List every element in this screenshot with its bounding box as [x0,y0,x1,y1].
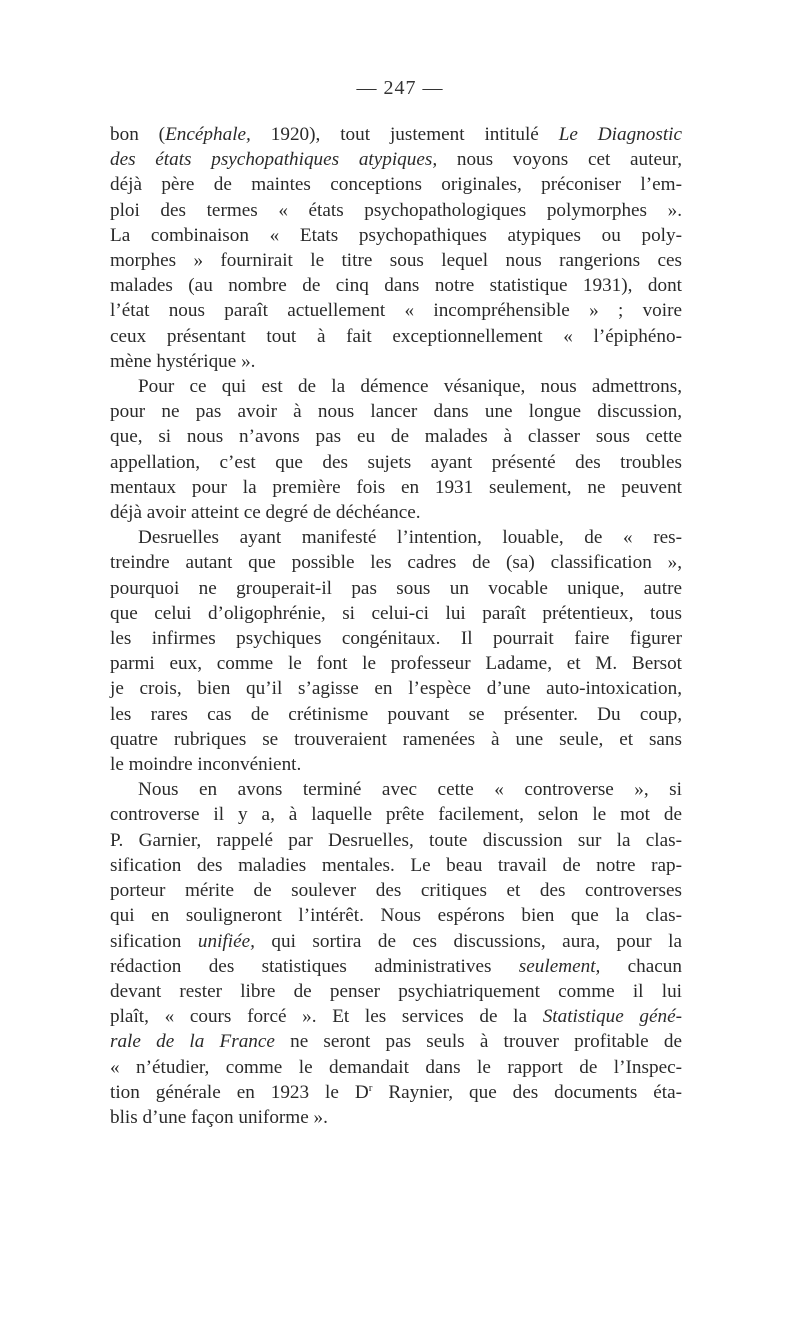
text-line [110,979,682,1004]
text-line [110,198,682,223]
text-segment: les infirmes psychiques congénitaux. Il pourrait faire figurer [110,628,682,650]
text-segment: ne seront pas seuls à trouver profitable de [274,1031,682,1053]
text-line [110,727,682,752]
superscript: r [368,1081,373,1094]
body-text [110,122,682,1130]
text-segment: porteur mérite de soulever des critiques et des controverses [110,880,682,902]
text-segment: La combinaison « Etats psychopathiques atypiques ou poly- [110,224,682,246]
text-segment: Pour ce qui est de la démence vésanique, nous admettrons, [138,376,682,398]
text-line [110,929,682,954]
text-segment: déjà avoir atteint ce degré de déchéance. [110,502,421,524]
text-line [110,298,682,323]
text-segment: P. Garnier, rappelé par Desruelles, toute discussion sur la clas- [110,829,682,851]
text-segment: pourquoi ne grouperait-il pas sous un vocable unique, autre [110,577,682,599]
text-segment: blis d’une façon uniforme ». [110,1106,328,1128]
text-line [110,828,682,853]
text-line [110,903,682,928]
text-segment: que, si nous n’avons pas eu de malades à classer sous cette [110,426,682,448]
text-line [110,475,682,500]
text-segment: que celui d’oligophrénie, si celui-ci lui paraît prétentieux, tous [110,602,682,624]
text-line [110,878,682,903]
text-segment: quatre rubriques se trouveraient ramenées à une seule, et sans [110,728,682,750]
italic-text: seulement, [518,955,601,977]
text-segment: les rares cas de crétinisme pouvant se présenter. Du coup, [110,703,682,725]
text-segment: je crois, bien qu’il s’agisse en l’espèce d’une auto-intoxication, [110,678,682,700]
text-line [110,853,682,878]
text-segment: bon ( [110,124,166,145]
text-line [110,324,682,349]
text-segment: « n’étudier, comme le demandait dans le rapport de l’Inspec- [110,1056,682,1078]
text-line [110,1105,682,1130]
text-line [110,374,682,399]
text-segment: qui sortira de ces discussions, aura, pour la [254,930,682,952]
text-line [110,777,682,802]
text-line [110,349,682,374]
italic-text: des états psychopathiques atypiques, [110,149,438,171]
text-segment: Raynier, que des documents éta- [372,1081,682,1103]
text-line [110,802,682,827]
text-line [110,525,682,550]
text-line [110,676,682,701]
text-line [110,626,682,651]
text-segment: sification [110,930,198,952]
text-segment: parmi eux, comme le font le professeur Ladame, et M. Bersot [110,653,682,675]
italic-text: unifiée, [197,930,255,952]
text-line [110,1029,682,1054]
text-line [110,248,682,273]
text-segment: devant rester libre de penser psychiatriquement comme il lui [110,980,682,1002]
text-segment: 1920), tout justement intitulé [250,124,559,145]
text-segment: mène hystérique ». [110,350,256,372]
text-segment: qui en souligneront l’intérêt. Nous espérons bien que la clas- [110,905,682,927]
text-line [110,500,682,525]
text-segment: malades (au nombre de cinq dans notre statistique 1931), dont [110,275,682,297]
text-segment: nous voyons cet auteur, [437,149,682,171]
text-line [110,273,682,298]
text-segment: plaît, « cours forcé ». Et les services de la [110,1006,543,1028]
italic-text: Le Diagnostic [558,124,683,145]
text-line [110,147,682,172]
text-line [110,424,682,449]
italic-text: Statistique géné- [542,1006,682,1028]
text-line [110,399,682,424]
italic-text: Encéphale, [165,124,251,145]
text-line [110,576,682,601]
text-segment: rédaction des statistiques administratives [110,955,519,977]
text-segment: mentaux pour la première fois en 1931 seulement, ne peuvent [110,476,682,498]
text-segment: Nous en avons terminé avec cette « controverse », si [138,779,682,801]
text-segment: controverse il y a, à laquelle prête facilement, selon le mot de [110,804,682,826]
text-line [110,702,682,727]
text-line [110,122,682,147]
italic-text: rale de la France [110,1031,275,1053]
text-line [110,752,682,777]
text-segment: chacun [600,955,682,977]
text-segment: tion générale en 1923 le D [110,1081,369,1103]
text-line [110,651,682,676]
text-line [110,1080,682,1105]
text-line [110,954,682,979]
text-line [110,550,682,575]
text-line [110,1055,682,1080]
text-segment: treindre autant que possible les cadres de (sa) classification », [110,552,682,574]
text-line [110,450,682,475]
text-segment: sification des maladies mentales. Le beau travail de notre rap- [110,854,682,876]
text-segment: ceux présentant tout à fait exceptionnellement « l’épiphéno- [110,325,682,347]
text-segment: appellation, c’est que des sujets ayant présenté des troubles [110,451,682,473]
text-line [110,223,682,248]
text-segment: l’état nous paraît actuellement « incompréhensible » ; voire [110,300,682,322]
text-segment: ploi des termes « états psychopathologiques polymorphes ». [110,199,682,221]
text-segment: pour ne pas avoir à nous lancer dans une longue discussion, [110,401,682,423]
text-segment: Desruelles ayant manifesté l’intention, louable, de « res- [138,527,682,549]
text-line [110,601,682,626]
text-segment: morphes » fournirait le titre sous lequel nous rangerions ces [110,250,682,272]
text-line [110,172,682,197]
text-segment: déjà père de maintes conceptions originales, préconiser l’em- [110,174,682,196]
text-line [110,1004,682,1029]
text-segment: le moindre inconvénient. [110,754,302,776]
page-number: — 247 — [356,77,444,99]
